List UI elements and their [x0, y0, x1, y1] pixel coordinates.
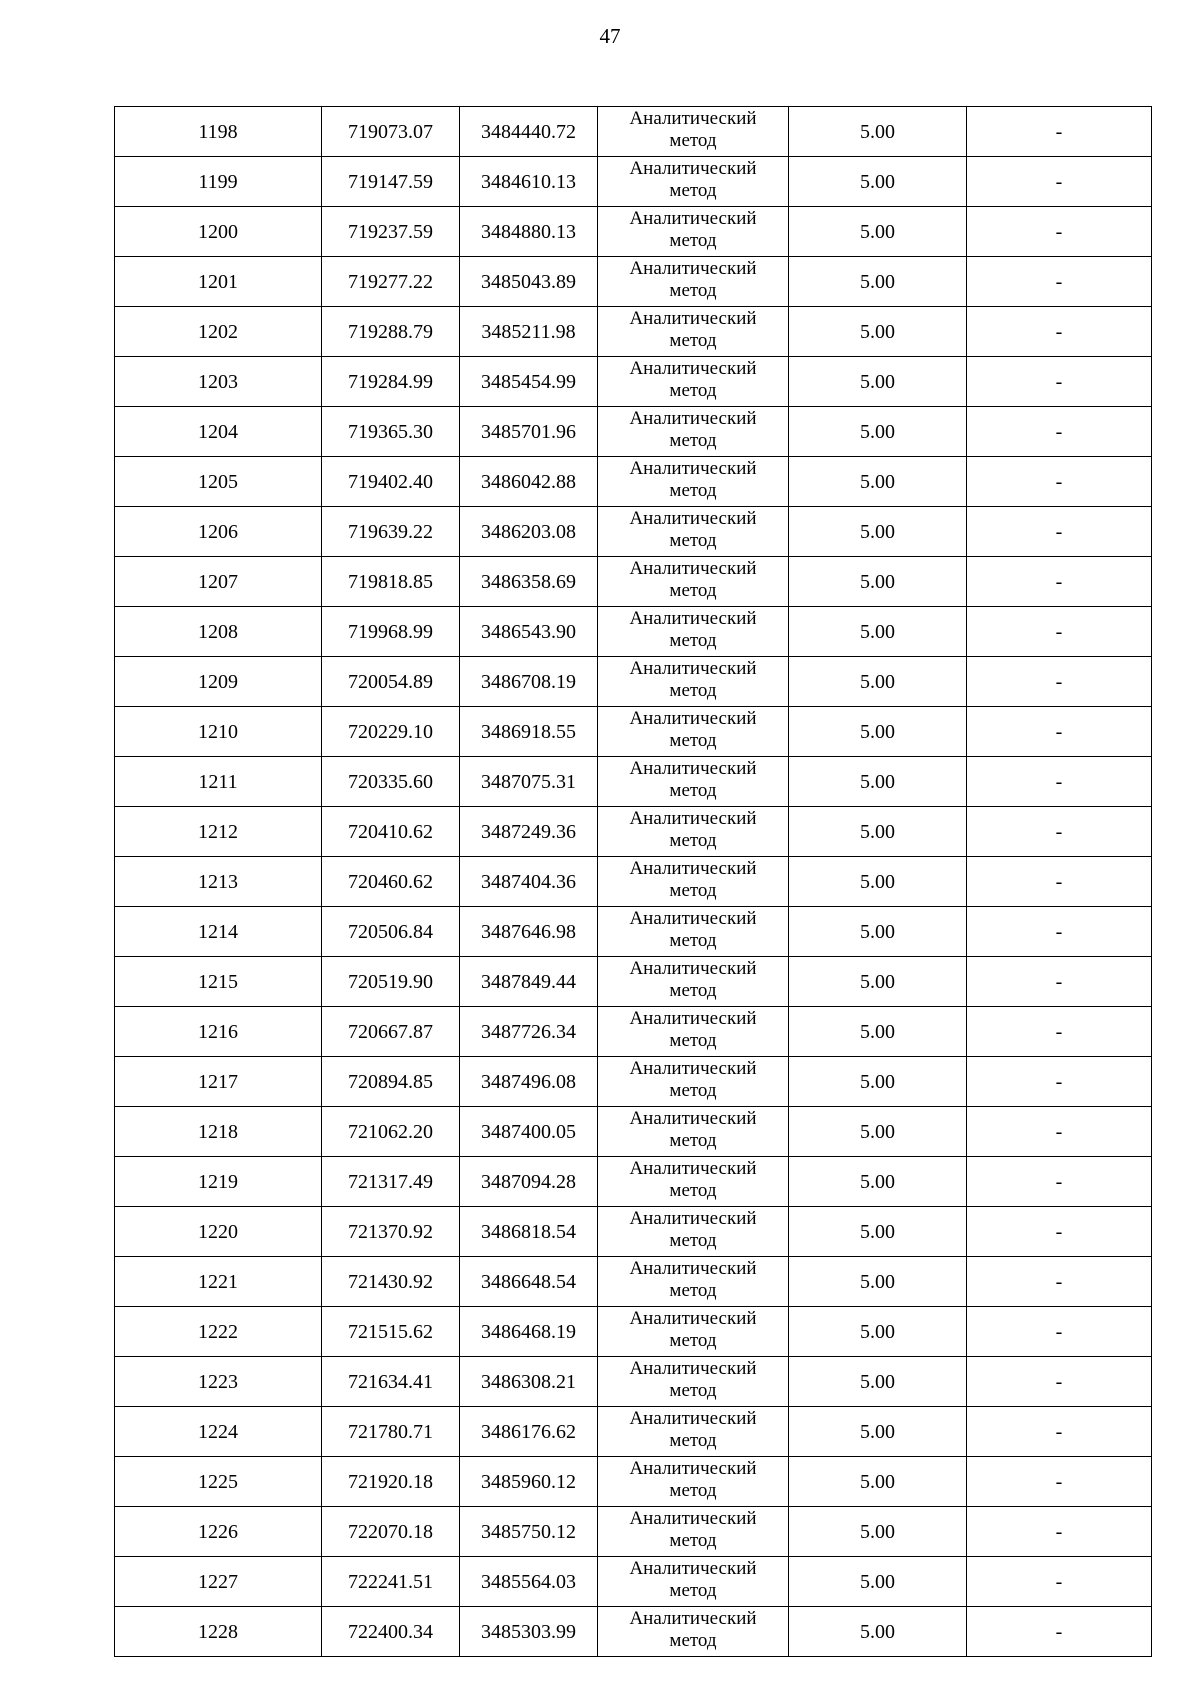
- point-number-cell: 1210: [115, 707, 322, 757]
- note-cell: -: [967, 1507, 1152, 1557]
- y-coordinate-cell: 3485303.99: [460, 1607, 598, 1657]
- note-cell: -: [967, 707, 1152, 757]
- table-row: [115, 1257, 1152, 1307]
- method-cell: [598, 1007, 789, 1057]
- y-coordinate-cell: 3485750.12: [460, 1507, 598, 1557]
- method-cell: [598, 557, 789, 607]
- note-cell: -: [967, 307, 1152, 357]
- table-row: [115, 407, 1152, 457]
- point-number-cell: 1211: [115, 757, 322, 807]
- x-coordinate-cell: 721634.41: [322, 1357, 460, 1407]
- x-coordinate-cell: 721430.92: [322, 1257, 460, 1307]
- method-cell: [598, 1157, 789, 1207]
- method-label-line2: метод: [669, 580, 717, 601]
- note-cell: -: [967, 257, 1152, 307]
- accuracy-cell: 5.00: [789, 1257, 967, 1307]
- x-coordinate-cell: 720894.85: [322, 1057, 460, 1107]
- accuracy-cell: 5.00: [789, 1307, 967, 1357]
- table-row: [115, 357, 1152, 407]
- y-coordinate-cell: 3484440.72: [460, 107, 598, 157]
- note-cell: -: [967, 1557, 1152, 1607]
- point-number-cell: 1222: [115, 1307, 322, 1357]
- x-coordinate-cell: 719073.07: [322, 107, 460, 157]
- method-cell: [598, 1307, 789, 1357]
- method-cell: [598, 907, 789, 957]
- accuracy-cell: 5.00: [789, 407, 967, 457]
- point-number-cell: 1213: [115, 857, 322, 907]
- y-coordinate-cell: 3485043.89: [460, 257, 598, 307]
- x-coordinate-cell: 720229.10: [322, 707, 460, 757]
- table-row: [115, 707, 1152, 757]
- table-row: [115, 1357, 1152, 1407]
- method-cell: [598, 107, 789, 157]
- note-cell: -: [967, 1207, 1152, 1257]
- note-cell: -: [967, 857, 1152, 907]
- accuracy-cell: 5.00: [789, 1007, 967, 1057]
- method-cell: [598, 1557, 789, 1607]
- accuracy-cell: 5.00: [789, 957, 967, 1007]
- method-label-line1: Аналитический: [629, 458, 757, 479]
- point-number-cell: 1214: [115, 907, 322, 957]
- method-cell: [598, 657, 789, 707]
- method-label-line1: Аналитический: [629, 1308, 757, 1329]
- method-cell: [598, 1507, 789, 1557]
- x-coordinate-cell: 719968.99: [322, 607, 460, 657]
- table-row: [115, 507, 1152, 557]
- method-label-line1: Аналитический: [629, 1458, 757, 1479]
- note-cell: -: [967, 557, 1152, 607]
- method-cell: [598, 257, 789, 307]
- x-coordinate-cell: 719147.59: [322, 157, 460, 207]
- method-cell: [598, 1057, 789, 1107]
- x-coordinate-cell: 722400.34: [322, 1607, 460, 1657]
- x-coordinate-cell: 719402.40: [322, 457, 460, 507]
- accuracy-cell: 5.00: [789, 857, 967, 907]
- note-cell: -: [967, 407, 1152, 457]
- table-row: [115, 107, 1152, 157]
- note-cell: -: [967, 807, 1152, 857]
- method-label-line2: метод: [669, 1580, 717, 1601]
- y-coordinate-cell: 3485454.99: [460, 357, 598, 407]
- point-number-cell: 1205: [115, 457, 322, 507]
- method-label-line1: Аналитический: [629, 1358, 757, 1379]
- x-coordinate-cell: 720460.62: [322, 857, 460, 907]
- accuracy-cell: 5.00: [789, 757, 967, 807]
- method-label-line1: Аналитический: [629, 408, 757, 429]
- method-label-line1: Аналитический: [629, 1408, 757, 1429]
- point-number-cell: 1207: [115, 557, 322, 607]
- y-coordinate-cell: 3484610.13: [460, 157, 598, 207]
- point-number-cell: 1221: [115, 1257, 322, 1307]
- accuracy-cell: 5.00: [789, 1107, 967, 1157]
- method-label-line1: Аналитический: [629, 208, 757, 229]
- table-row: [115, 657, 1152, 707]
- table-row: [115, 307, 1152, 357]
- point-number-cell: 1223: [115, 1357, 322, 1407]
- note-cell: -: [967, 1407, 1152, 1457]
- method-label-line2: метод: [669, 780, 717, 801]
- y-coordinate-cell: 3487496.08: [460, 1057, 598, 1107]
- method-cell: [598, 1407, 789, 1457]
- table-row: [115, 757, 1152, 807]
- note-cell: -: [967, 1457, 1152, 1507]
- method-label-line1: Аналитический: [629, 608, 757, 629]
- method-label-line2: метод: [669, 280, 717, 301]
- y-coordinate-cell: 3487400.05: [460, 1107, 598, 1157]
- method-cell: [598, 1357, 789, 1407]
- point-number-cell: 1227: [115, 1557, 322, 1607]
- note-cell: -: [967, 1057, 1152, 1107]
- table-body: [115, 107, 1152, 1657]
- method-label-line1: Аналитический: [629, 108, 757, 129]
- method-label-line2: метод: [669, 1280, 717, 1301]
- point-number-cell: 1199: [115, 157, 322, 207]
- method-label-line1: Аналитический: [629, 658, 757, 679]
- point-number-cell: 1220: [115, 1207, 322, 1257]
- method-label-line1: Аналитический: [629, 1508, 757, 1529]
- table-row: [115, 857, 1152, 907]
- note-cell: -: [967, 207, 1152, 257]
- x-coordinate-cell: 719237.59: [322, 207, 460, 257]
- note-cell: -: [967, 607, 1152, 657]
- method-label-line2: метод: [669, 1080, 717, 1101]
- y-coordinate-cell: 3487404.36: [460, 857, 598, 907]
- method-label-line2: метод: [669, 930, 717, 951]
- method-label-line1: Аналитический: [629, 808, 757, 829]
- method-label-line2: метод: [669, 380, 717, 401]
- method-label-line2: метод: [669, 430, 717, 451]
- table-row: [115, 607, 1152, 657]
- point-number-cell: 1204: [115, 407, 322, 457]
- method-label-line2: метод: [669, 1530, 717, 1551]
- method-label-line1: Аналитический: [629, 158, 757, 179]
- table-row: [115, 1607, 1152, 1657]
- point-number-cell: 1198: [115, 107, 322, 157]
- x-coordinate-cell: 719288.79: [322, 307, 460, 357]
- method-label-line2: метод: [669, 1230, 717, 1251]
- method-label-line2: метод: [669, 130, 717, 151]
- note-cell: -: [967, 1257, 1152, 1307]
- note-cell: -: [967, 1357, 1152, 1407]
- method-label-line2: метод: [669, 980, 717, 1001]
- method-cell: [598, 507, 789, 557]
- table-row: [115, 1407, 1152, 1457]
- method-label-line2: метод: [669, 880, 717, 901]
- method-label-line2: метод: [669, 330, 717, 351]
- x-coordinate-cell: 720054.89: [322, 657, 460, 707]
- x-coordinate-cell: 721780.71: [322, 1407, 460, 1457]
- x-coordinate-cell: 719284.99: [322, 357, 460, 407]
- method-label-line1: Аналитический: [629, 758, 757, 779]
- method-label-line2: метод: [669, 730, 717, 751]
- x-coordinate-cell: 720667.87: [322, 1007, 460, 1057]
- table-row: [115, 1107, 1152, 1157]
- method-label-line1: Аналитический: [629, 1258, 757, 1279]
- accuracy-cell: 5.00: [789, 1507, 967, 1557]
- method-label-line2: метод: [669, 480, 717, 501]
- method-cell: [598, 1257, 789, 1307]
- point-number-cell: 1228: [115, 1607, 322, 1657]
- method-cell: [598, 307, 789, 357]
- method-cell: [598, 207, 789, 257]
- note-cell: -: [967, 657, 1152, 707]
- y-coordinate-cell: 3485211.98: [460, 307, 598, 357]
- method-label-line2: метод: [669, 230, 717, 251]
- y-coordinate-cell: 3486918.55: [460, 707, 598, 757]
- method-cell: [598, 757, 789, 807]
- method-label-line1: Аналитический: [629, 1108, 757, 1129]
- method-label-line2: метод: [669, 630, 717, 651]
- accuracy-cell: 5.00: [789, 657, 967, 707]
- accuracy-cell: 5.00: [789, 1357, 967, 1407]
- x-coordinate-cell: 722241.51: [322, 1557, 460, 1607]
- table-row: [115, 157, 1152, 207]
- accuracy-cell: 5.00: [789, 507, 967, 557]
- method-label-line1: Аналитический: [629, 1558, 757, 1579]
- method-cell: [598, 957, 789, 1007]
- x-coordinate-cell: 719818.85: [322, 557, 460, 607]
- accuracy-cell: 5.00: [789, 257, 967, 307]
- point-number-cell: 1209: [115, 657, 322, 707]
- table-row: [115, 1307, 1152, 1357]
- table-row: [115, 1507, 1152, 1557]
- method-cell: [598, 1107, 789, 1157]
- method-label-line2: метод: [669, 680, 717, 701]
- table-row: [115, 207, 1152, 257]
- point-number-cell: 1201: [115, 257, 322, 307]
- note-cell: -: [967, 1107, 1152, 1157]
- method-label-line1: Аналитический: [629, 958, 757, 979]
- y-coordinate-cell: 3486042.88: [460, 457, 598, 507]
- accuracy-cell: 5.00: [789, 157, 967, 207]
- method-label-line1: Аналитический: [629, 708, 757, 729]
- method-label-line1: Аналитический: [629, 908, 757, 929]
- note-cell: -: [967, 907, 1152, 957]
- method-label-line2: метод: [669, 1380, 717, 1401]
- method-label-line1: Аналитический: [629, 358, 757, 379]
- method-label-line1: Аналитический: [629, 1608, 757, 1629]
- y-coordinate-cell: 3487849.44: [460, 957, 598, 1007]
- accuracy-cell: 5.00: [789, 307, 967, 357]
- accuracy-cell: 5.00: [789, 807, 967, 857]
- method-label-line1: Аналитический: [629, 1058, 757, 1079]
- y-coordinate-cell: 3487249.36: [460, 807, 598, 857]
- accuracy-cell: 5.00: [789, 457, 967, 507]
- y-coordinate-cell: 3485701.96: [460, 407, 598, 457]
- method-label-line2: метод: [669, 180, 717, 201]
- page-number: 47: [599, 24, 621, 48]
- y-coordinate-cell: 3486708.19: [460, 657, 598, 707]
- x-coordinate-cell: 720335.60: [322, 757, 460, 807]
- method-cell: [598, 857, 789, 907]
- note-cell: -: [967, 1157, 1152, 1207]
- accuracy-cell: 5.00: [789, 1607, 967, 1657]
- method-label-line2: метод: [669, 1480, 717, 1501]
- method-label-line2: метод: [669, 1430, 717, 1451]
- note-cell: -: [967, 507, 1152, 557]
- y-coordinate-cell: 3486176.62: [460, 1407, 598, 1457]
- note-cell: -: [967, 1007, 1152, 1057]
- accuracy-cell: 5.00: [789, 357, 967, 407]
- method-label-line1: Аналитический: [629, 1008, 757, 1029]
- point-number-cell: 1217: [115, 1057, 322, 1107]
- accuracy-cell: 5.00: [789, 1157, 967, 1207]
- point-number-cell: 1226: [115, 1507, 322, 1557]
- y-coordinate-cell: 3485960.12: [460, 1457, 598, 1507]
- accuracy-cell: 5.00: [789, 1207, 967, 1257]
- coordinates-table-container: [114, 106, 1152, 1657]
- x-coordinate-cell: 722070.18: [322, 1507, 460, 1557]
- method-label-line1: Аналитический: [629, 1208, 757, 1229]
- method-cell: [598, 1607, 789, 1657]
- point-number-cell: 1215: [115, 957, 322, 1007]
- method-cell: [598, 807, 789, 857]
- table-row: [115, 1007, 1152, 1057]
- note-cell: -: [967, 107, 1152, 157]
- note-cell: -: [967, 1607, 1152, 1657]
- y-coordinate-cell: 3486308.21: [460, 1357, 598, 1407]
- accuracy-cell: 5.00: [789, 1057, 967, 1107]
- accuracy-cell: 5.00: [789, 707, 967, 757]
- y-coordinate-cell: 3484880.13: [460, 207, 598, 257]
- method-cell: [598, 457, 789, 507]
- method-label-line2: метод: [669, 1630, 717, 1651]
- y-coordinate-cell: 3486543.90: [460, 607, 598, 657]
- method-cell: [598, 157, 789, 207]
- method-label-line2: метод: [669, 1030, 717, 1051]
- x-coordinate-cell: 719639.22: [322, 507, 460, 557]
- point-number-cell: 1212: [115, 807, 322, 857]
- table-row: [115, 907, 1152, 957]
- table-row: [115, 457, 1152, 507]
- table-row: [115, 957, 1152, 1007]
- method-label-line1: Аналитический: [629, 258, 757, 279]
- note-cell: -: [967, 757, 1152, 807]
- point-number-cell: 1203: [115, 357, 322, 407]
- accuracy-cell: 5.00: [789, 557, 967, 607]
- y-coordinate-cell: 3487726.34: [460, 1007, 598, 1057]
- x-coordinate-cell: 721062.20: [322, 1107, 460, 1157]
- note-cell: -: [967, 957, 1152, 1007]
- accuracy-cell: 5.00: [789, 1557, 967, 1607]
- method-label-line2: метод: [669, 1180, 717, 1201]
- x-coordinate-cell: 721515.62: [322, 1307, 460, 1357]
- x-coordinate-cell: 721317.49: [322, 1157, 460, 1207]
- y-coordinate-cell: 3486648.54: [460, 1257, 598, 1307]
- y-coordinate-cell: 3486818.54: [460, 1207, 598, 1257]
- note-cell: -: [967, 157, 1152, 207]
- point-number-cell: 1219: [115, 1157, 322, 1207]
- x-coordinate-cell: 719365.30: [322, 407, 460, 457]
- method-label-line1: Аналитический: [629, 308, 757, 329]
- method-cell: [598, 607, 789, 657]
- method-cell: [598, 407, 789, 457]
- note-cell: -: [967, 1307, 1152, 1357]
- table-row: [115, 807, 1152, 857]
- point-number-cell: 1206: [115, 507, 322, 557]
- note-cell: -: [967, 457, 1152, 507]
- y-coordinate-cell: 3485564.03: [460, 1557, 598, 1607]
- coordinates-table: [114, 106, 1152, 1657]
- method-label-line1: Аналитический: [629, 1158, 757, 1179]
- x-coordinate-cell: 720410.62: [322, 807, 460, 857]
- y-coordinate-cell: 3487646.98: [460, 907, 598, 957]
- point-number-cell: 1218: [115, 1107, 322, 1157]
- method-label-line2: метод: [669, 530, 717, 551]
- method-label-line1: Аналитический: [629, 858, 757, 879]
- x-coordinate-cell: 719277.22: [322, 257, 460, 307]
- y-coordinate-cell: 3487075.31: [460, 757, 598, 807]
- point-number-cell: 1224: [115, 1407, 322, 1457]
- method-label-line1: Аналитический: [629, 558, 757, 579]
- x-coordinate-cell: 720519.90: [322, 957, 460, 1007]
- y-coordinate-cell: 3486358.69: [460, 557, 598, 607]
- accuracy-cell: 5.00: [789, 907, 967, 957]
- method-cell: [598, 357, 789, 407]
- point-number-cell: 1225: [115, 1457, 322, 1507]
- table-row: [115, 1157, 1152, 1207]
- method-label-line2: метод: [669, 1130, 717, 1151]
- accuracy-cell: 5.00: [789, 1407, 967, 1457]
- table-row: [115, 1457, 1152, 1507]
- y-coordinate-cell: 3486203.08: [460, 507, 598, 557]
- y-coordinate-cell: 3487094.28: [460, 1157, 598, 1207]
- x-coordinate-cell: 721920.18: [322, 1457, 460, 1507]
- point-number-cell: 1200: [115, 207, 322, 257]
- x-coordinate-cell: 720506.84: [322, 907, 460, 957]
- method-label-line2: метод: [669, 830, 717, 851]
- accuracy-cell: 5.00: [789, 607, 967, 657]
- method-cell: [598, 1207, 789, 1257]
- y-coordinate-cell: 3486468.19: [460, 1307, 598, 1357]
- method-cell: [598, 707, 789, 757]
- note-cell: -: [967, 357, 1152, 407]
- method-cell: [598, 1457, 789, 1507]
- table-row: [115, 1557, 1152, 1607]
- x-coordinate-cell: 721370.92: [322, 1207, 460, 1257]
- table-row: [115, 1207, 1152, 1257]
- table-row: [115, 1057, 1152, 1107]
- point-number-cell: 1208: [115, 607, 322, 657]
- method-label-line1: Аналитический: [629, 508, 757, 529]
- table-row: [115, 257, 1152, 307]
- accuracy-cell: 5.00: [789, 207, 967, 257]
- table-row: [115, 557, 1152, 607]
- accuracy-cell: 5.00: [789, 1457, 967, 1507]
- point-number-cell: 1216: [115, 1007, 322, 1057]
- point-number-cell: 1202: [115, 307, 322, 357]
- accuracy-cell: 5.00: [789, 107, 967, 157]
- method-label-line2: метод: [669, 1330, 717, 1351]
